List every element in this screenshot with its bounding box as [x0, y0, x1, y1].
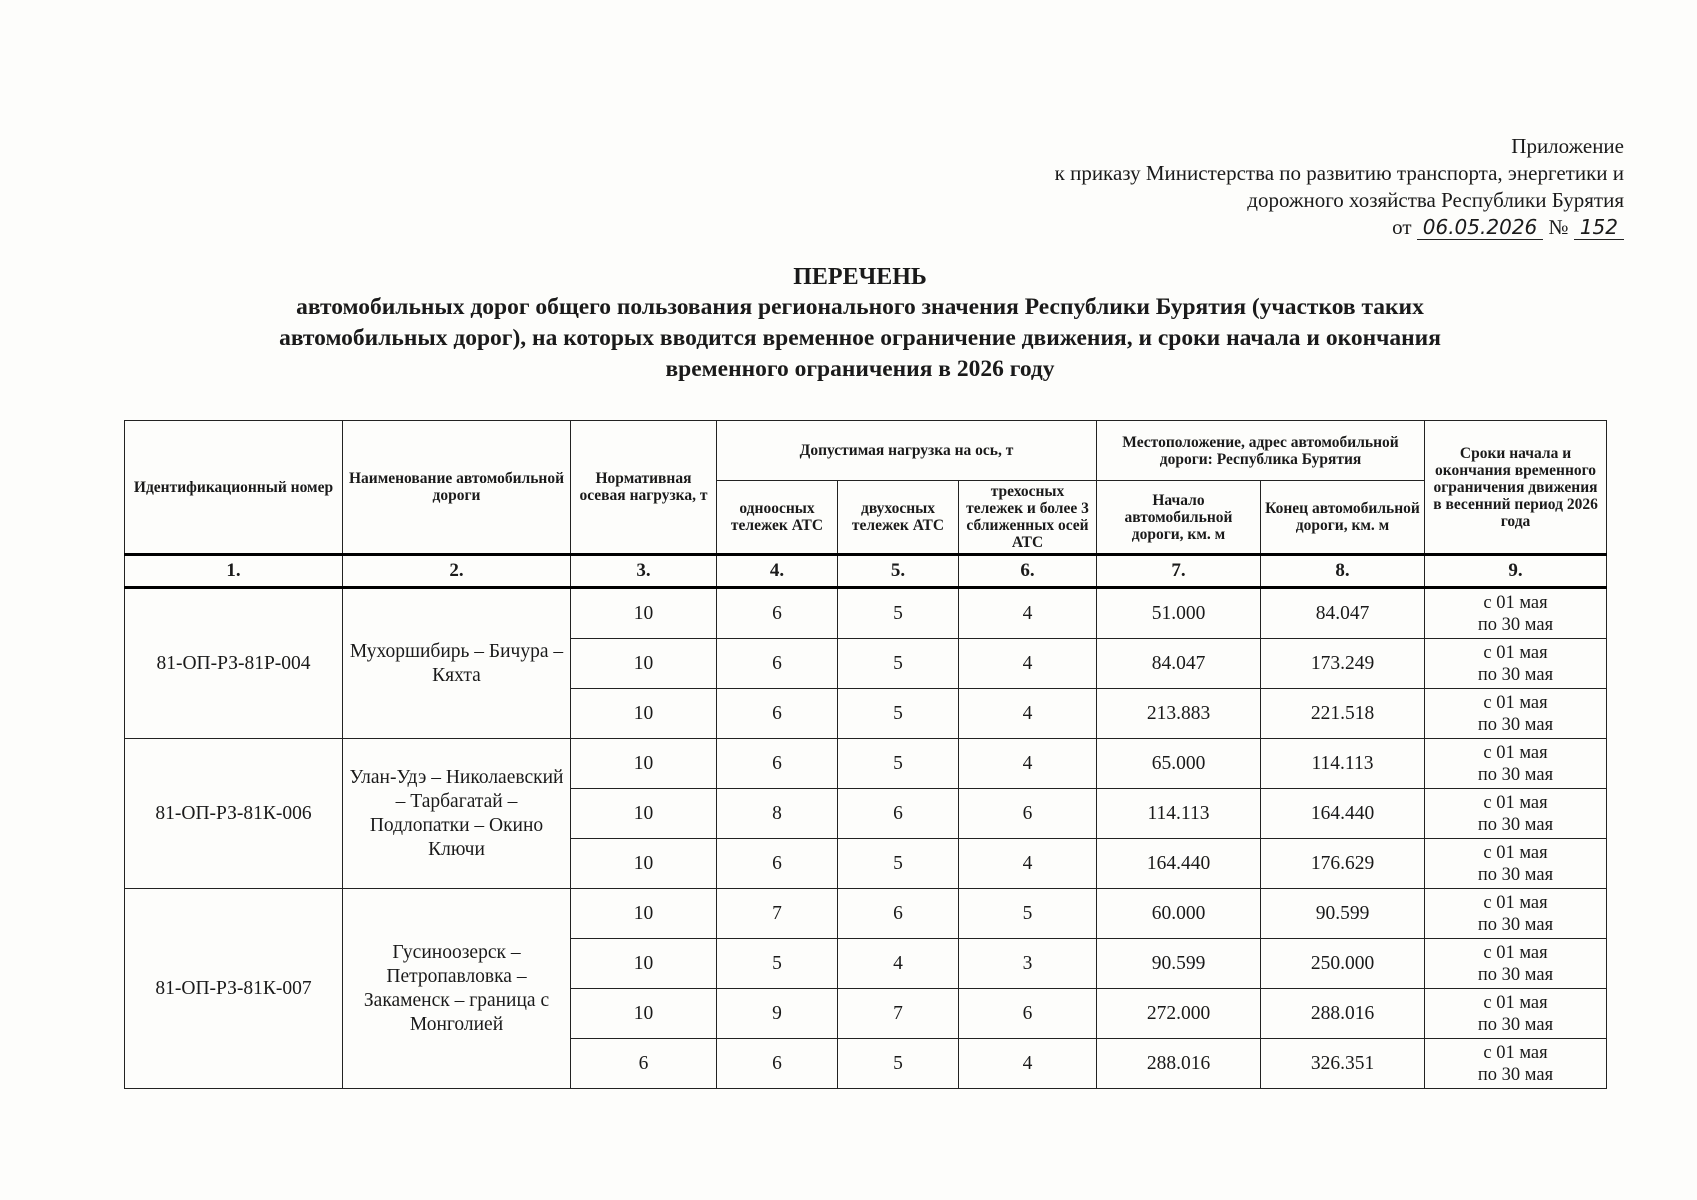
end-km-cell: 114.113 [1261, 739, 1425, 789]
single-axle-cell: 9 [717, 989, 838, 1039]
header-single: одноосных тележек АТС [717, 481, 838, 555]
period-start: с 01 мая [1483, 1042, 1548, 1063]
table-row [125, 588, 1607, 639]
end-km-cell: 250.000 [1261, 939, 1425, 989]
column-number-row [125, 555, 1607, 588]
triple-axle-cell: 6 [959, 789, 1097, 839]
table-row [125, 889, 1607, 939]
start-km-cell: 164.440 [1097, 839, 1261, 889]
appendix-order-line: к приказу Министерства по развитию транспорта, энергетики и [1054, 161, 1624, 185]
header-location: Местоположение, адрес автомобильной дороги: Республика Бурятия [1097, 421, 1425, 481]
period-start: с 01 мая [1483, 942, 1548, 963]
period-cell [1425, 639, 1607, 689]
triple-axle-cell: 6 [959, 989, 1097, 1039]
title-line-1: автомобильных дорог общего пользования регионального значения Республики Бурятия (участков таких [296, 294, 1424, 320]
period-end: по 30 мая [1477, 764, 1554, 785]
document-title [130, 262, 1590, 385]
start-km-cell: 213.883 [1097, 689, 1261, 739]
norm-load-cell: 10 [571, 989, 717, 1039]
single-axle-cell: 6 [717, 689, 838, 739]
double-axle-cell: 5 [838, 1039, 959, 1089]
date-prefix: от [1392, 215, 1412, 239]
period-end: по 30 мая [1477, 664, 1554, 685]
column-number: 8. [1261, 555, 1425, 588]
single-axle-cell: 6 [717, 639, 838, 689]
start-km-cell: 60.000 [1097, 889, 1261, 939]
period-cell [1425, 789, 1607, 839]
norm-load-cell: 10 [571, 839, 717, 889]
single-axle-cell: 6 [717, 739, 838, 789]
column-number: 9. [1425, 555, 1607, 588]
order-date: 06.05.2026 [1417, 215, 1544, 240]
double-axle-cell: 6 [838, 789, 959, 839]
triple-axle-cell: 4 [959, 588, 1097, 639]
period-start: с 01 мая [1483, 792, 1548, 813]
triple-axle-cell: 3 [959, 939, 1097, 989]
start-km-cell: 65.000 [1097, 739, 1261, 789]
period-end: по 30 мая [1477, 714, 1554, 735]
start-km-cell: 272.000 [1097, 989, 1261, 1039]
single-axle-cell: 7 [717, 889, 838, 939]
appendix-date-line [824, 214, 1624, 241]
norm-load-cell: 10 [571, 789, 717, 839]
triple-axle-cell: 4 [959, 1039, 1097, 1089]
start-km-cell: 114.113 [1097, 789, 1261, 839]
end-km-cell: 173.249 [1261, 639, 1425, 689]
appendix-title: Приложение [1511, 134, 1624, 158]
header-period: Сроки начала и окончания временного ограничения движения в весенний период 2026 года [1425, 421, 1607, 555]
start-km-cell: 90.599 [1097, 939, 1261, 989]
norm-load-cell: 6 [571, 1039, 717, 1089]
period-end: по 30 мая [1477, 814, 1554, 835]
period-cell [1425, 739, 1607, 789]
road-id: 81-ОП-РЗ-81К-006 [125, 739, 343, 889]
period-cell [1425, 839, 1607, 889]
road-name: Улан-Удэ – Николаевский – Тарбагатай – Подлопатки – Окино Ключи [343, 739, 571, 889]
norm-load-cell: 10 [571, 939, 717, 989]
appendix-ministry-line: дорожного хозяйства Республики Бурятия [1247, 188, 1624, 212]
road-id: 81-ОП-РЗ-81К-007 [125, 889, 343, 1089]
double-axle-cell: 6 [838, 889, 959, 939]
end-km-cell: 176.629 [1261, 839, 1425, 889]
period-end: по 30 мая [1477, 864, 1554, 885]
column-number: 7. [1097, 555, 1261, 588]
column-number: 1. [125, 555, 343, 588]
header-start: Начало автомобильной дороги, км. м [1097, 481, 1261, 555]
end-km-cell: 84.047 [1261, 588, 1425, 639]
start-km-cell: 51.000 [1097, 588, 1261, 639]
period-start: с 01 мая [1483, 842, 1548, 863]
end-km-cell: 326.351 [1261, 1039, 1425, 1089]
period-end: по 30 мая [1477, 1064, 1554, 1085]
period-start: с 01 мая [1483, 742, 1548, 763]
header-end: Конец автомобильной дороги, км. м [1261, 481, 1425, 555]
header-norm-load: Нормативная осевая нагрузка, т [571, 421, 717, 555]
order-number: 152 [1574, 215, 1624, 240]
column-number: 5. [838, 555, 959, 588]
period-end: по 30 мая [1477, 614, 1554, 635]
double-axle-cell: 5 [838, 839, 959, 889]
single-axle-cell: 5 [717, 939, 838, 989]
single-axle-cell: 8 [717, 789, 838, 839]
double-axle-cell: 5 [838, 689, 959, 739]
triple-axle-cell: 4 [959, 739, 1097, 789]
triple-axle-cell: 4 [959, 689, 1097, 739]
column-number: 3. [571, 555, 717, 588]
appendix-block [824, 133, 1624, 241]
road-id: 81-ОП-РЗ-81Р-004 [125, 588, 343, 739]
table-row [125, 739, 1607, 789]
period-start: с 01 мая [1483, 892, 1548, 913]
period-cell [1425, 939, 1607, 989]
start-km-cell: 288.016 [1097, 1039, 1261, 1089]
period-cell [1425, 989, 1607, 1039]
road-name: Гусиноозерск – Петропавловка – Закаменск – граница с Монголией [343, 889, 571, 1089]
period-start: с 01 мая [1483, 592, 1548, 613]
double-axle-cell: 5 [838, 588, 959, 639]
single-axle-cell: 6 [717, 1039, 838, 1089]
single-axle-cell: 6 [717, 588, 838, 639]
period-cell [1425, 889, 1607, 939]
period-cell [1425, 689, 1607, 739]
header-allowed-load: Допустимая нагрузка на ось, т [717, 421, 1097, 481]
triple-axle-cell: 4 [959, 639, 1097, 689]
header-triple: трехосных тележек и более 3 сближенных осей АТС [959, 481, 1097, 555]
period-end: по 30 мая [1477, 914, 1554, 935]
double-axle-cell: 4 [838, 939, 959, 989]
header-double: двухосных тележек АТС [838, 481, 959, 555]
title-line-3: временного ограничения в 2026 году [665, 356, 1055, 382]
norm-load-cell: 10 [571, 889, 717, 939]
period-start: с 01 мая [1483, 692, 1548, 713]
period-end: по 30 мая [1477, 964, 1554, 985]
period-cell [1425, 1039, 1607, 1089]
period-start: с 01 мая [1483, 642, 1548, 663]
header-id: Идентификационный номер [125, 421, 343, 555]
double-axle-cell: 5 [838, 639, 959, 689]
column-number: 6. [959, 555, 1097, 588]
roads-table [124, 420, 1607, 1089]
number-prefix: № [1548, 215, 1569, 239]
end-km-cell: 90.599 [1261, 889, 1425, 939]
single-axle-cell: 6 [717, 839, 838, 889]
title-line-2: автомобильных дорог), на которых вводится временное ограничение движения, и сроки начала и окончания [279, 325, 1441, 351]
period-end: по 30 мая [1477, 1014, 1554, 1035]
column-number: 4. [717, 555, 838, 588]
period-cell [1425, 588, 1607, 639]
norm-load-cell: 10 [571, 689, 717, 739]
double-axle-cell: 5 [838, 739, 959, 789]
road-name: Мухоршибирь – Бичура – Кяхта [343, 588, 571, 739]
title-heading: ПЕРЕЧЕНЬ [793, 264, 927, 290]
end-km-cell: 164.440 [1261, 789, 1425, 839]
norm-load-cell: 10 [571, 739, 717, 789]
norm-load-cell: 10 [571, 639, 717, 689]
period-start: с 01 мая [1483, 992, 1548, 1013]
start-km-cell: 84.047 [1097, 639, 1261, 689]
norm-load-cell: 10 [571, 588, 717, 639]
triple-axle-cell: 5 [959, 889, 1097, 939]
triple-axle-cell: 4 [959, 839, 1097, 889]
column-number: 2. [343, 555, 571, 588]
header-name: Наименование автомобильной дороги [343, 421, 571, 555]
end-km-cell: 288.016 [1261, 989, 1425, 1039]
end-km-cell: 221.518 [1261, 689, 1425, 739]
double-axle-cell: 7 [838, 989, 959, 1039]
